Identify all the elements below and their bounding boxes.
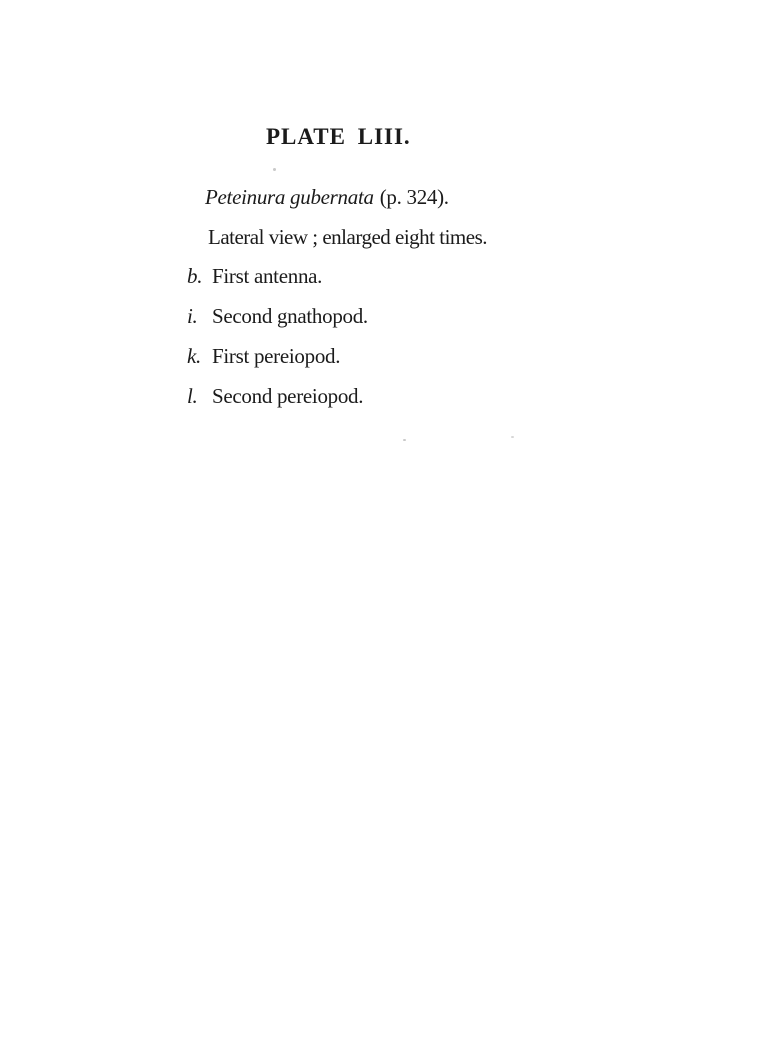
- page-reference: (p. 324).: [379, 185, 449, 209]
- view-description: Lateral view ; enlarged eight times.: [208, 225, 488, 249]
- figure-label: b.: [187, 264, 203, 288]
- figure-label: k.: [187, 344, 201, 368]
- scan-speck: [511, 436, 514, 438]
- figure-label: l.: [187, 384, 198, 408]
- figure-description: Second pereiopod.: [212, 384, 364, 408]
- figure-description: Second gnathopod.: [212, 304, 368, 328]
- scan-speck: [403, 439, 406, 441]
- figure-item-l: [187, 384, 368, 424]
- figure-label: i.: [187, 304, 198, 328]
- figure-description: First pereiopod.: [212, 344, 341, 368]
- figure-item-i: [187, 304, 368, 344]
- figure-item-k: [187, 344, 368, 384]
- plate-title: PLATE LIII.: [266, 124, 411, 149]
- figure-description: First antenna.: [212, 264, 323, 288]
- scan-speck: [273, 168, 276, 171]
- figure-item-b: [187, 264, 368, 304]
- figure-list: [187, 264, 368, 424]
- species-name: Peteinura gubernata: [205, 185, 374, 209]
- species-line: [205, 185, 449, 210]
